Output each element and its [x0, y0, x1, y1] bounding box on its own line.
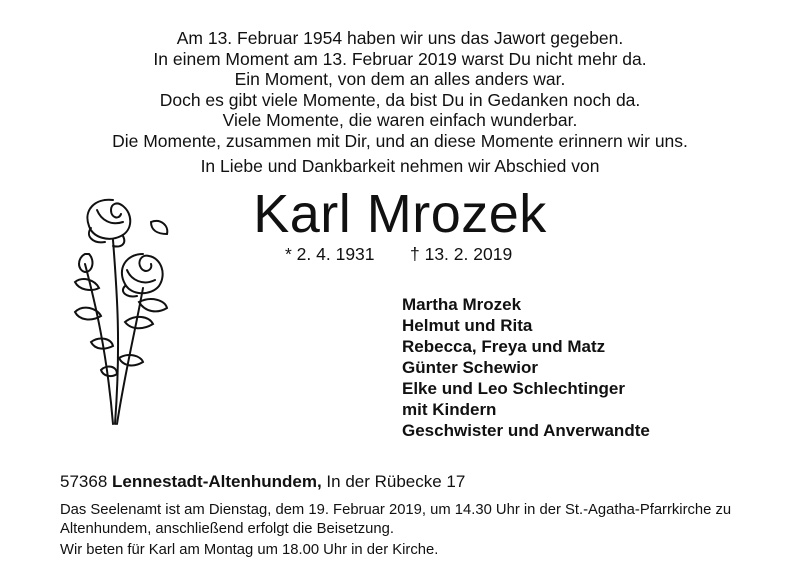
poem-line: Viele Momente, die waren einfach wunderbar. — [222, 110, 578, 131]
rose-illustration-icon — [55, 192, 185, 432]
street-name: In der Rübecke 17 — [326, 472, 466, 491]
birth-date: * 2. 4. 1931 — [285, 244, 375, 264]
death-date: † 13. 2. 2019 — [410, 244, 513, 264]
mourner-entry: Helmut und Rita — [402, 316, 533, 335]
city-name: Lennestadt-Altenhundem, — [112, 472, 322, 491]
postal-code: 57368 — [60, 472, 108, 491]
mourner-entry: mit Kindern — [402, 400, 497, 419]
mourner-entry: Elke und Leo Schlechtinger — [402, 379, 625, 398]
prayer-notice: Wir beten für Karl am Montag um 18.00 Uhr in der Kirche. — [60, 542, 439, 558]
family-address — [60, 472, 465, 492]
farewell-intro: In Liebe und Dankbarkeit nehmen wir Abschied von — [200, 156, 600, 176]
mourners-list — [402, 294, 650, 441]
poem-line: Am 13. Februar 1954 haben wir uns das Jawort gegeben. — [176, 28, 624, 48]
poem-line: In einem Moment am 13. Februar 2019 warst Du nicht mehr da. — [153, 48, 647, 69]
mourner-entry: Martha Mrozek — [402, 295, 522, 314]
deceased-name: Karl Mrozek — [253, 184, 547, 244]
funeral-notice: Das Seelenamt ist am Dienstag, dem 19. Februar 2019, um 14.30 Uhr in der St.-Agatha-Pfarrkirche zu Altenhundem, anschließend erfolgt die Beisetzung. — [60, 502, 732, 537]
poem-line: Doch es gibt viele Momente, da bist Du in Gedanken noch da. — [159, 89, 641, 110]
mourner-entry: Rebecca, Freya und Matz — [402, 337, 606, 356]
mourner-entry: Geschwister und Anverwandte — [402, 421, 650, 440]
mourner-entry: Günter Schewior — [402, 358, 539, 377]
poem-line: Die Momente, zusammen mit Dir, und an diese Momente erinnern wir uns. — [112, 130, 688, 151]
poem-text — [0, 28, 800, 152]
poem-line: Ein Moment, von dem an alles anders war. — [234, 69, 566, 90]
